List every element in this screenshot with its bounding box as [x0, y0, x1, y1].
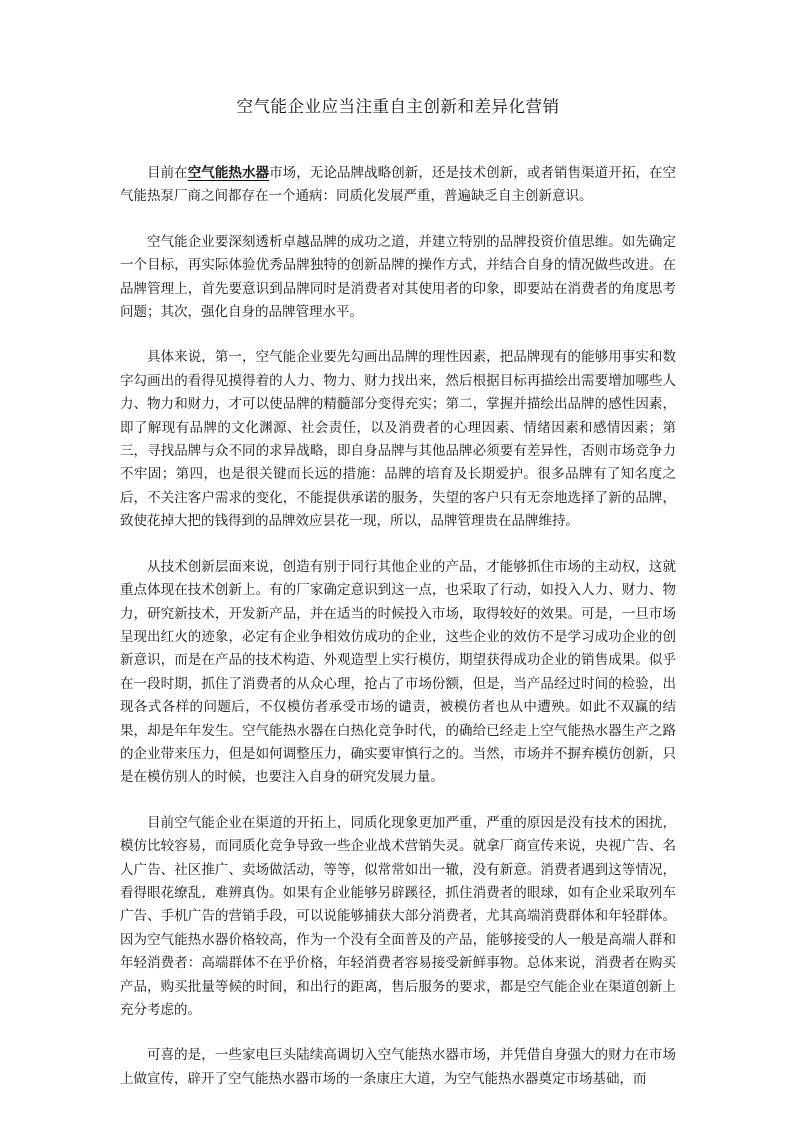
document-title: 空气能企业应当注重自主创新和差异化营销 — [236, 97, 560, 116]
paragraph-2: 空气能企业要深刻透析卓越品牌的成功之道，并建立特别的品牌投资价值思维。如先确定一个目标，再实际体验优秀品牌独特的创新品牌的操作方式，并结合自身的情况做些改进。在品牌管理上，首先要意识到品牌同时是消费者对其使用者的印象，即要站在消费者的角度思考问题；其次，强化自身的品牌管理水平。 — [120, 233, 676, 321]
paragraph-5: 目前空气能企业在渠道的开拓上，同质化现象更加严重，严重的原因是没有技术的困扰，模仿比较容易，而同质化竞争导致一些企业战术营销失灵。就拿厂商宣传来说，央视广告、名人广告、社区推广、卖场做活动，等等，似常常如出一辙，没有新意。消费者遇到这等情况，看得眼花缭乱，难辨真伪。如果有企业能够另辟蹊径，抓住消费者的眼球，如有企业采取列车广告、手机广告的营销手段，可以说能够捕获大部分消费者，尤其高端消费群体和年轻群体。因为空气能热水器价格较高，作为一个没有全面普及的产品，能够接受的人一般是高端人群和年轻消费者：高端群体不在乎价格，年轻消费者容易接受新鲜事物。总体来说，消费者在购买产品，购买批量等候的时间，和出行的距离，售后服务的要求，都是空气能企业在渠道创新上充分考虑的。 — [120, 814, 676, 1018]
paragraph-1-lead: 目前在 — [147, 165, 188, 181]
paragraph-1 — [120, 162, 676, 209]
paragraph-1-body: 市场，无论品牌战略创新，还是技术创新，或者销售渠道开拓，在空气能热泵厂商之间都存在一个通病：同质化发展严重，普遍缺乏自主创新意识。 — [120, 165, 677, 205]
paragraph-3: 具体来说，第一，空气能企业要先勾画出品牌的理性因素，把品牌现有的能够用事实和数字勾画出的看得见摸得着的人力、物力、财力找出来，然后根据目标再描绘出需要增加哪些人力、物力和财力，才可以使品牌的精髓部分变得充实；第二，掌握并描绘出品牌的感性因素，即了解现有品牌的文化渊源、社会责任，以及消费者的心理因素、情绪因素和感情因素；第三，寻找品牌与众不同的求异战略，即自身品牌与其他品牌必须要有差异性，否则市场竞争力不牢固；第四，也是很关键而长远的措施：品牌的培育及长期爱护。很多品牌有了知名度之后，不关注客户需求的变化，不能提供承诺的服务，失望的客户只有无奈地选择了新的品牌，致使花掉大把的钱得到的品牌效应昙花一现，所以，品牌管理贵在品牌维持。 — [120, 349, 676, 530]
paragraph-6: 可喜的是，一些家电巨头陆续高调切入空气能热水器市场，并凭借自身强大的财力在市场上做宣传，辟开了空气能热水器市场的一条康庄大道，为空气能热水器奠定市场基础，而 — [120, 1047, 676, 1087]
keyword-link[interactable]: 空气能热水器 — [187, 165, 270, 181]
document-page — [120, 96, 676, 1113]
paragraph-4: 从技术创新层面来说，创造有别于同行其他企业的产品，才能够抓住市场的主动权，这就重点体现在技术创新上。有的厂家确定意识到这一点，也采取了行动，如投入人力、财力、物力，研究新技术，开发新产品，并在适当的时候投入市场，取得较好的效果。可是，一旦市场呈现出红火的迹象，必定有企业争相效仿成功的企业，这些企业的效仿不是学习成功企业的创新意识，而是在产品的技术构造、外观造型上实行模仿，期望获得成功企业的销售成果。似乎在一段时期，抓住了消费者的从众心理，抢占了市场份额，但是，当产品经过时间的检验，出现各式各样的问题后，不仅模仿者承受市场的谴责，被模仿者也从中遭殃。如此不双赢的结果，却是年年发生。空气能热水器在白热化竞争时代，的确给已经走上空气能热水器生产之路的企业带来压力，但是如何调整压力，确实要审慎行之的。当然，市场并不摒弃模仿创新，只是在模仿别人的时候，也要注入自身的研究发展力量。 — [120, 558, 676, 786]
